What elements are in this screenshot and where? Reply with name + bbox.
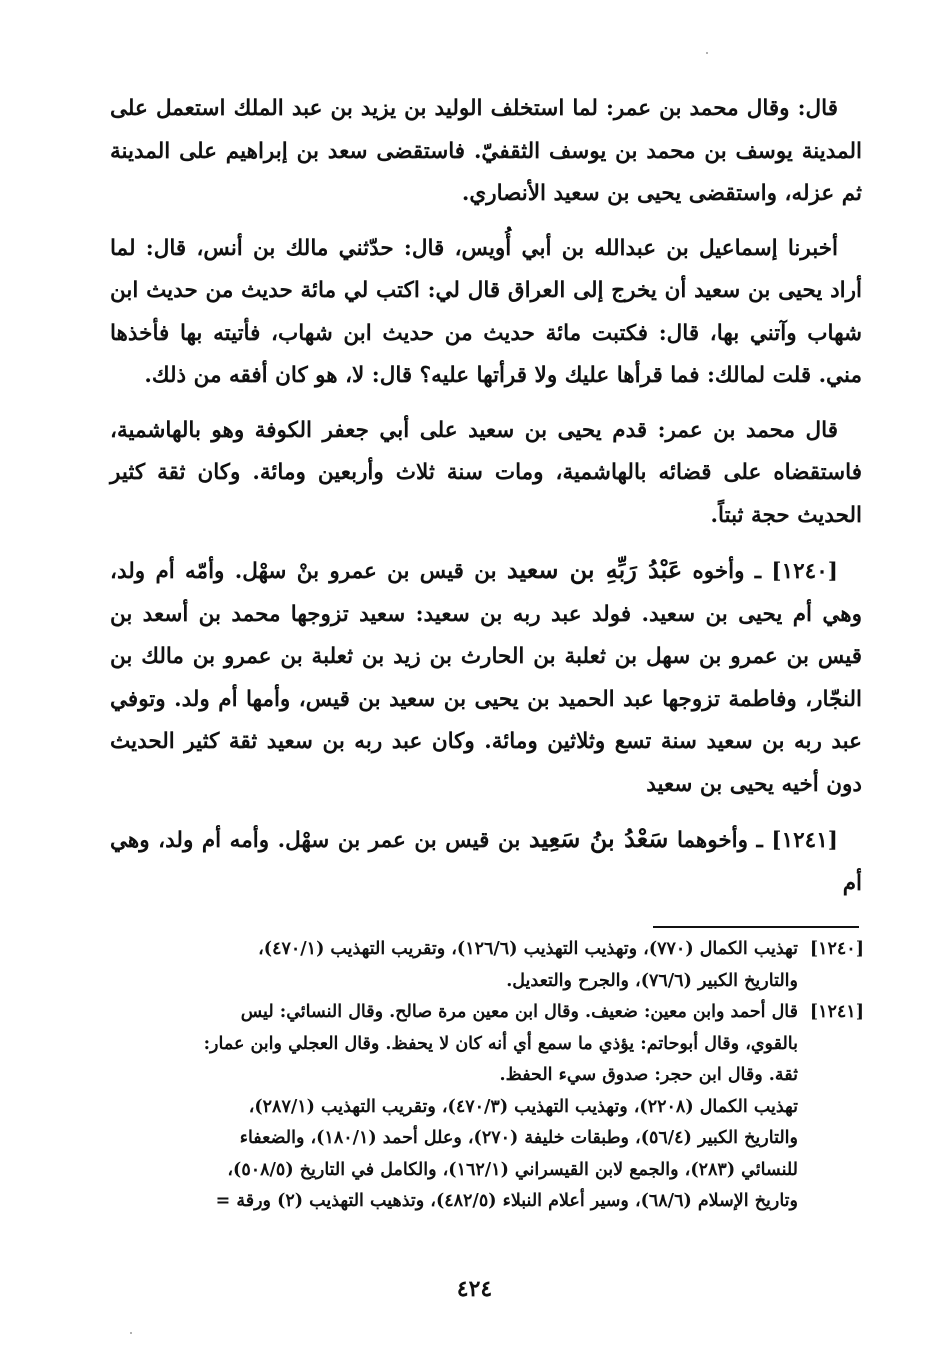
paragraph-2 [110, 228, 862, 398]
main-text [110, 88, 862, 917]
entry-1240 [110, 549, 862, 806]
entry-1241-dash: ـ وأخوهما [676, 828, 763, 853]
entry-1241-name: سَعْدُ بنُ سَعِيد [528, 824, 669, 853]
footnote-1240-line: والتاريخ الكبير (٧٦/٦)، والجرح والتعديل. [506, 970, 798, 991]
footnote-1241-line: قال أحمد وابن معين: ضعيف. وقال ابن معين مرة صالح. وقال النسائي: ليس [240, 1002, 798, 1022]
footnote-1240-line: تهذيب الكمال (٧٧٠)، وتهذيب التهذيب (١٢٦/٦)، وتقريب التهذيب (٤٧٠/١)، [258, 939, 798, 959]
footnote-1241 [100, 997, 864, 1218]
scan-speck [130, 1332, 132, 1334]
page-number: ٤٢٤ [456, 1276, 493, 1302]
entry-1241 [110, 818, 862, 905]
entry-1241-number: [١٢٤١] [771, 828, 838, 853]
paragraph-2-text: أخبرنا إسماعيل بن عبدالله بن أبي أُويس، قال: حدّثني مالك بن أنس، قال: لما أراد يحيى بن سعيد أن يخرج إلى العراق قال لي: اكتب لي مائة حديث من حديث ابن شهاب وآتني بها، قال: فكتبت مائة حديث من حديث ابن شهاب، فأتيته بها فأخذها مني. قلت لمالك: فما قرأها عليك ولا قرأتها عليه؟ قال: لا، هو كان أفقه من ذلك. [110, 235, 862, 388]
footnote-1240 [100, 934, 864, 997]
footnote-1241-line: والتاريخ الكبير (٥٦/٤)، وطبقات خليفة (٢٧٠)، وعلل أحمد (١٨٠/١)، والضعفاء [239, 1128, 798, 1148]
scan-speck [706, 52, 708, 54]
paragraph-1 [110, 88, 862, 216]
footnote-1241-number: [١٢٤١] [809, 1002, 864, 1022]
footnote-1241-line: للنسائي (٢٨٣)، والجمع لابن القيسراني (١٦٢/١)، والكامل في التاريخ (٥٠٨/٥)، [227, 1159, 798, 1180]
footnote-1241-line: وتاريخ الإسلام (٦٨/٦)، وسير أعلام النبلاء (٤٨٢/٥)، وتذهيب التهذيب (٢) ورقة = [215, 1191, 798, 1211]
paragraph-3 [110, 410, 862, 538]
paragraph-3-text: قال محمد بن عمر: قدم يحيى بن سعيد على أبي جعفر الكوفة وهو بالهاشمية، فاستقضاه على قضائه بالهاشمية، ومات سنة ثلاث وأربعين ومائة. وكان ثقة كثير الحديث حجة ثبتاً. [110, 417, 862, 528]
footnote-1241-line: بالقوي، وقال أبوحاتم: يؤذي ما سمع أي أنه كان لا يحفظ. وقال العجلي وابن عمار: [203, 1033, 798, 1054]
entry-1240-dash: ـ وأخوه [692, 559, 762, 584]
entry-1240-text: بن قيس بن عمرو بنْ سهْل. وأمّه أم ولد، وهي أم يحيى بن سعيد. فولد عبد ربه بن سعيد: سعيد تزوجها محمد بن أسعد بن قيس بن عمرو بن سهل بن ثعلبة بن الحارث بن زيد بن ثعلبة بن عمرو بن مالك بن النجّار، وفاطمة تزوجها عبد الحميد بن يحيى بن سعيد بن قيس، وأمها أم ولد. وتوفي عبد ربه بن سعيد سنة تسع وثلاثين ومائة. وكان عبد ربه بن سعيد ثقة كثير الحديث دون أخيه يحيى بن سعيد [110, 559, 862, 797]
footnotes [100, 934, 864, 1218]
paragraph-1-text: قال: وقال محمد بن عمر: لما استخلف الوليد بن يزيد بن عبد الملك استعمل على المدينة يوسف بن محمد بن يوسف الثقفيّ. فاستقضى سعد بن إبراهيم على المدينة ثم عزله، واستقضى يحيى بن سعيد الأنصاري. [110, 96, 862, 206]
entry-1240-name: عَبْدُ رَبِّهِ بن سعيد [506, 555, 683, 584]
entry-1240-number: [١٢٤٠] [771, 559, 838, 584]
entry-1241-text: بن قيس بن عمر بن سهْل. وأمه أم ولد، وهي أم [110, 828, 862, 896]
footnote-1241-line: تهذيب الكمال (٢٢٠٨)، وتهذيب التهذيب (٤٧٠/٣)، وتقريب التهذيب (٢٨٧/١)، [248, 1096, 798, 1117]
footnote-1241-line: ثقة. وقال ابن حجر: صدوق سيء الحفظ. [499, 1065, 798, 1085]
footnote-1240-number: [١٢٤٠] [809, 939, 864, 959]
footnote-divider [653, 926, 859, 928]
